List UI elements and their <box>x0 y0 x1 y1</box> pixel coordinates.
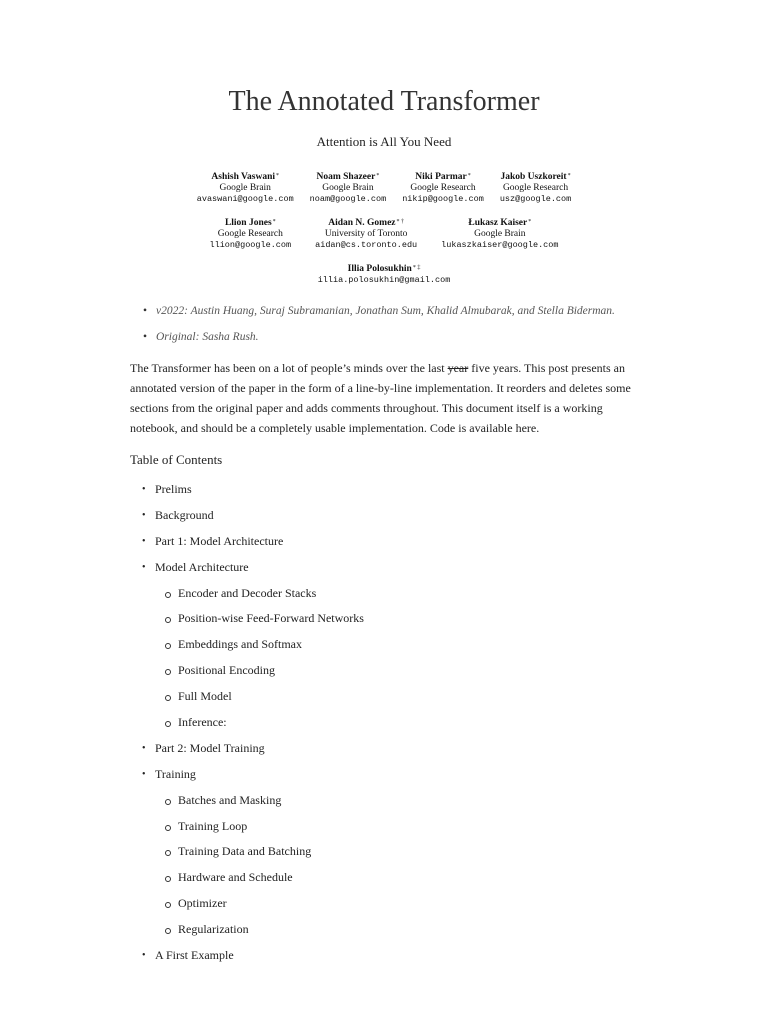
toc-item[interactable]: • Background <box>130 503 364 529</box>
page-title: The Annotated Transformer <box>228 86 540 117</box>
contributor-original: • Original: Sasha Rush. <box>143 324 615 350</box>
toc-item[interactable]: Hardware and Schedule <box>130 865 364 891</box>
intro-text: The Transformer has been on a lot of people’s minds over the last <box>130 361 448 375</box>
author-row-1 <box>0 172 768 205</box>
toc-item[interactable]: Regularization <box>130 917 364 943</box>
author-row-2 <box>0 218 768 251</box>
author-email: aidan@cs.toronto.edu <box>315 240 418 250</box>
author-row-3 <box>0 264 768 286</box>
author-affiliation: Google Brain <box>219 183 271 193</box>
toc-item[interactable]: • Prelims <box>130 477 364 503</box>
intro-paragraph <box>130 358 645 438</box>
toc-item[interactable]: Batches and Masking <box>130 788 364 814</box>
author-mark: * ‡ <box>412 265 421 271</box>
author-block <box>500 172 571 205</box>
contributor-list <box>143 298 615 350</box>
author-affiliation: Google Research <box>502 183 569 193</box>
author-name: Jakob Uszkoreit <box>500 172 567 182</box>
toc-item[interactable]: • Part 1: Model Architecture <box>130 529 364 555</box>
author-affiliation: Google Brain <box>474 229 526 239</box>
author-affiliation: University of Toronto <box>324 229 408 239</box>
author-name: Llion Jones <box>224 218 272 228</box>
author-email: nikip@google.com <box>402 194 484 204</box>
author-mark: * † <box>396 219 405 225</box>
author-mark: * <box>272 219 276 225</box>
toc-item[interactable]: • Model Architecture <box>130 555 364 581</box>
author-block <box>315 218 417 251</box>
author-affiliation: Google Brain <box>322 183 374 193</box>
author-affiliation: Google Research <box>217 229 283 239</box>
paper-subtitle: Attention is All You Need <box>316 134 452 149</box>
author-email: illia.polosukhin@gmail.com <box>317 275 451 285</box>
author-name: Niki Parmar <box>415 172 467 182</box>
author-mark: * <box>376 173 380 179</box>
author-name: Noam Shazeer <box>316 172 376 182</box>
author-block <box>197 172 294 205</box>
toc-item[interactable]: Training Data and Batching <box>130 839 364 865</box>
toc-item[interactable]: • A First Example <box>130 943 364 969</box>
toc-item[interactable]: • Part 2: Model Training <box>130 736 364 762</box>
intro-strike-text: year <box>447 361 469 375</box>
author-mark: * <box>528 219 532 225</box>
author-name: Ashish Vaswani <box>211 172 276 182</box>
author-block <box>318 264 451 286</box>
toc-heading: Table of Contents <box>130 452 223 467</box>
author-email: noam@google.com <box>309 194 387 204</box>
toc-item[interactable]: Positional Encoding <box>130 658 364 684</box>
toc-item[interactable]: Position-wise Feed-Forward Networks <box>130 606 364 632</box>
toc-item[interactable]: Full Model <box>130 684 364 710</box>
toc-item[interactable]: Optimizer <box>130 891 364 917</box>
contributor-v2022: • v2022: Austin Huang, Suraj Subramanian, Jonathan Sum, Khalid Almubarak, and Stella Biderman. <box>143 298 615 324</box>
toc-item[interactable]: Embeddings and Softmax <box>130 632 364 658</box>
author-mark: * <box>467 173 471 179</box>
toc-item[interactable]: • Training <box>130 762 364 788</box>
author-block <box>210 218 292 251</box>
toc-item[interactable]: Inference: <box>130 710 364 736</box>
author-mark: * <box>567 173 571 179</box>
author-block <box>310 172 387 205</box>
author-email: usz@google.com <box>499 194 572 204</box>
author-name: Illia Polosukhin <box>347 264 412 274</box>
author-affiliation: Google Research <box>410 183 476 193</box>
author-block <box>402 172 484 205</box>
author-email: lukaszkaiser@google.com <box>441 240 559 250</box>
author-email: avaswani@google.com <box>196 194 294 204</box>
toc-item[interactable]: Encoder and Decoder Stacks <box>130 581 364 607</box>
author-block <box>441 218 558 251</box>
author-name: Łukasz Kaiser <box>468 218 528 228</box>
toc-item[interactable]: Training Loop <box>130 814 364 840</box>
table-of-contents <box>130 477 364 969</box>
intro-text-rest: five years. This post presents an annotated version of the paper in the form of a line-by-line implementation. It reorders and deletes some sections from the original paper and adds comments throughout. This document itself is a working notebook, and should be a completely usable implementation. Code is available here. <box>130 361 631 435</box>
author-email: llion@google.com <box>209 240 292 250</box>
author-mark: * <box>276 173 280 179</box>
author-name: Aidan N. Gomez <box>328 218 396 228</box>
